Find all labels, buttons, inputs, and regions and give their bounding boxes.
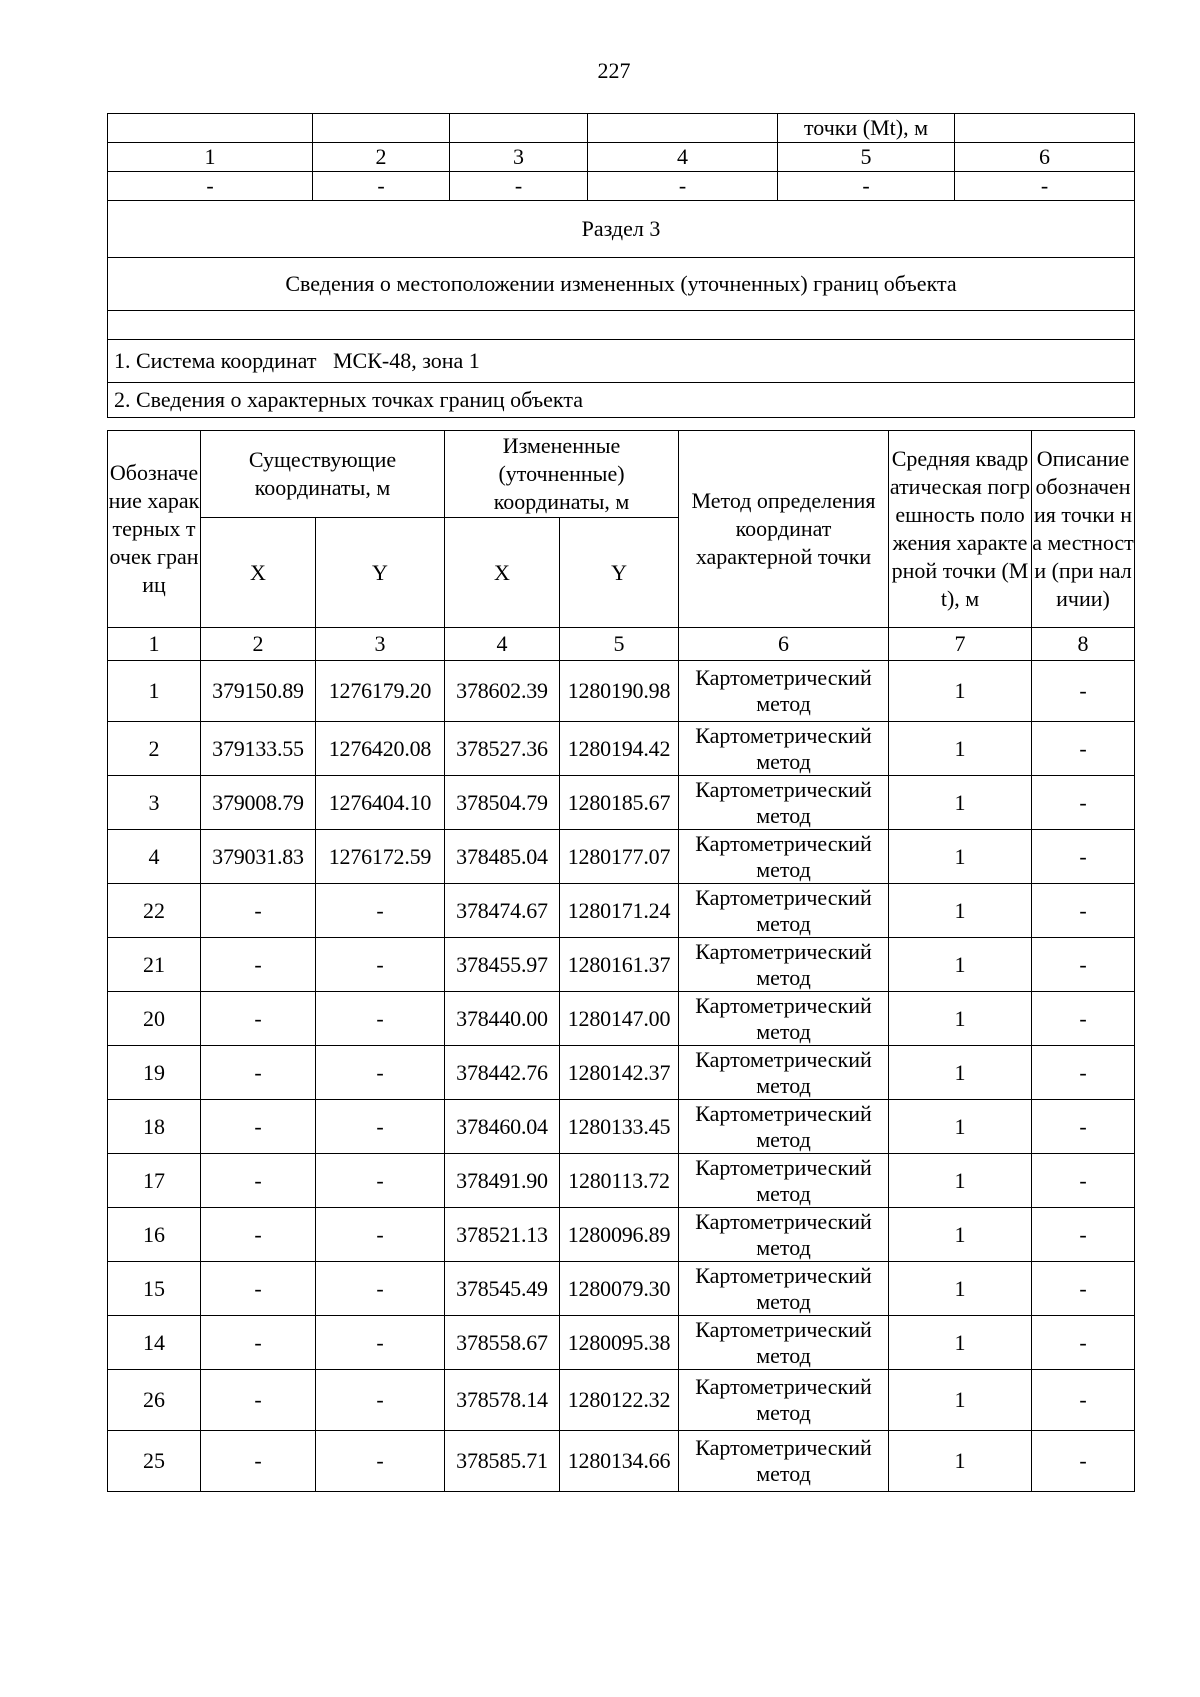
cell-existing-y: 1276420.08 [316,722,445,776]
cell-description: - [1032,1154,1135,1208]
cell-new-x: 378578.14 [445,1370,560,1431]
cell-method: Картометрический метод [679,661,889,722]
header-changed-y: Y [560,518,679,628]
cell-point: 25 [108,1431,201,1492]
cell-existing-x: - [201,1431,316,1492]
cell-point: 14 [108,1316,201,1370]
table-body [108,661,1135,1492]
cell-description: - [1032,661,1135,722]
points-heading-row [108,383,1135,418]
cell-existing-x: - [201,1154,316,1208]
cell-point: 20 [108,992,201,1046]
cell-point: 19 [108,1046,201,1100]
cell-new-y: 1280122.32 [560,1370,679,1431]
section-title: Раздел 3 [108,201,1135,258]
cell-method: Картометрический метод [679,1316,889,1370]
cell-method: Картометрический метод [679,1100,889,1154]
cell-error: 1 [889,661,1032,722]
cell-new-y: 1280134.66 [560,1431,679,1492]
coordinate-system-row [108,340,1135,383]
cell-method: Картометрический метод [679,722,889,776]
cell-method: Картометрический метод [679,1046,889,1100]
cell-existing-x: - [201,1262,316,1316]
cell-new-x: 378440.00 [445,992,560,1046]
cell-description: - [1032,1370,1135,1431]
cell-method: Картометрический метод [679,776,889,830]
header-existing-x: X [201,518,316,628]
cell-new-x: 378485.04 [445,830,560,884]
cell-existing-x: - [201,992,316,1046]
cell-existing-y: - [316,1100,445,1154]
cell-method: Картометрический метод [679,1154,889,1208]
cell-existing-x: - [201,1370,316,1431]
table-row [108,776,1135,830]
cell-error: 1 [889,776,1032,830]
cell-existing-y: - [316,992,445,1046]
cell-point: 16 [108,1208,201,1262]
cell-new-y: 1280095.38 [560,1316,679,1370]
cell-new-x: 378521.13 [445,1208,560,1262]
cell-new-y: 1280142.37 [560,1046,679,1100]
cell-existing-y: - [316,1370,445,1431]
cell-existing-y: 1276179.20 [316,661,445,722]
table-row [108,830,1135,884]
cell-point: 22 [108,884,201,938]
header-existing-coords: Существующие координаты, м [201,431,445,518]
section-subtitle: Сведения о местоположении измененных (уточненных) границ объекта [108,258,1135,311]
cell-method: Картометрический метод [679,1431,889,1492]
coordinate-system: 1. Система координат МСК-48, зона 1 [108,340,1135,383]
cell-new-y: 1280190.98 [560,661,679,722]
continued-header-row [108,114,1135,143]
cell-description: - [1032,722,1135,776]
cell-description: - [1032,1100,1135,1154]
cell-existing-x: 379008.79 [201,776,316,830]
cell-existing-y: - [316,1316,445,1370]
spacer-row [108,311,1135,340]
cell-point: 17 [108,1154,201,1208]
cell-point: 26 [108,1370,201,1431]
cell-new-y: 1280133.45 [560,1100,679,1154]
table-row [108,1370,1135,1431]
cell-description: - [1032,1262,1135,1316]
cell-method: Картометрический метод [679,884,889,938]
cell-description: - [1032,776,1135,830]
empty-data-row: - - - - - - [108,172,1135,201]
cell-error: 1 [889,1154,1032,1208]
cell-error: 1 [889,1431,1032,1492]
cell-new-y: 1280079.30 [560,1262,679,1316]
table-row [108,661,1135,722]
cell-existing-x: 379150.89 [201,661,316,722]
cell-point: 3 [108,776,201,830]
header-point-designation: Обозначение характерных точек границ [108,431,201,628]
previous-section-table [107,113,1135,418]
cell-new-y: 1280177.07 [560,830,679,884]
cell-method: Картометрический метод [679,1370,889,1431]
cell-point: 21 [108,938,201,992]
table-row [108,1154,1135,1208]
header-mean-error: Средняя квадратическая погрешность положения характерной точки (Mt), м [889,431,1032,628]
cell-new-y: 1280161.37 [560,938,679,992]
cell-existing-x: - [201,1316,316,1370]
cell-existing-y: - [316,1262,445,1316]
cell-existing-y: - [316,1046,445,1100]
cell-new-x: 378442.76 [445,1046,560,1100]
table-row [108,1262,1135,1316]
cell-description: - [1032,1316,1135,1370]
cell-new-y: 1280194.42 [560,722,679,776]
cell-existing-y: 1276404.10 [316,776,445,830]
cell-point: 1 [108,661,201,722]
cell-new-x: 378585.71 [445,1431,560,1492]
cell-description: - [1032,992,1135,1046]
cell-existing-y: - [316,1431,445,1492]
cell-description: - [1032,884,1135,938]
header-changed-coords: Измененные (уточненные) координаты, м [445,431,679,518]
cell-method: Картометрический метод [679,830,889,884]
header-existing-y: Y [316,518,445,628]
header-method: Метод определения координат характерной точки [679,431,889,628]
cell-existing-x: 379031.83 [201,830,316,884]
column-number-row: 1 2 3 4 5 6 [108,143,1135,172]
cell-error: 1 [889,1046,1032,1100]
cell-new-y: 1280096.89 [560,1208,679,1262]
continued-header-cell: точки (Mt), м [778,114,955,143]
cell-existing-y: 1276172.59 [316,830,445,884]
column-number-row: 1 2 3 4 5 6 7 8 [108,628,1135,661]
cell-existing-x: 379133.55 [201,722,316,776]
table-row [108,722,1135,776]
cell-new-y: 1280171.24 [560,884,679,938]
table-row [108,938,1135,992]
cell-error: 1 [889,830,1032,884]
cell-new-x: 378474.67 [445,884,560,938]
cell-new-y: 1280113.72 [560,1154,679,1208]
cell-new-y: 1280147.00 [560,992,679,1046]
cell-error: 1 [889,722,1032,776]
cell-new-x: 378558.67 [445,1316,560,1370]
cell-existing-x: - [201,938,316,992]
cell-error: 1 [889,1316,1032,1370]
cell-error: 1 [889,992,1032,1046]
cell-error: 1 [889,1370,1032,1431]
cell-point: 2 [108,722,201,776]
table-row [108,1431,1135,1492]
table-row [108,1100,1135,1154]
cell-error: 1 [889,884,1032,938]
cell-method: Картометрический метод [679,938,889,992]
cell-new-y: 1280185.67 [560,776,679,830]
cell-existing-x: - [201,1046,316,1100]
cell-error: 1 [889,1100,1032,1154]
cell-existing-x: - [201,1100,316,1154]
cell-error: 1 [889,1208,1032,1262]
cell-existing-x: - [201,1208,316,1262]
cell-existing-y: - [316,1208,445,1262]
cell-new-x: 378460.04 [445,1100,560,1154]
cell-description: - [1032,1208,1135,1262]
cell-new-x: 378455.97 [445,938,560,992]
cell-existing-y: - [316,938,445,992]
table-row [108,1208,1135,1262]
cell-method: Картометрический метод [679,1208,889,1262]
cell-new-x: 378504.79 [445,776,560,830]
section-title-row [108,201,1135,258]
cell-method: Картометрический метод [679,1262,889,1316]
table-row [108,992,1135,1046]
cell-description: - [1032,1046,1135,1100]
cell-point: 15 [108,1262,201,1316]
cell-description: - [1032,1431,1135,1492]
header-changed-x: X [445,518,560,628]
cell-point: 4 [108,830,201,884]
page-number: 227 [597,58,631,83]
cell-existing-x: - [201,884,316,938]
table-row [108,1316,1135,1370]
cell-error: 1 [889,1262,1032,1316]
cell-description: - [1032,938,1135,992]
cell-existing-y: - [316,884,445,938]
boundary-points-table [107,430,1135,1492]
cell-error: 1 [889,938,1032,992]
cell-point: 18 [108,1100,201,1154]
cell-description: - [1032,830,1135,884]
cell-existing-y: - [316,1154,445,1208]
cell-new-x: 378602.39 [445,661,560,722]
cell-new-x: 378527.36 [445,722,560,776]
table-header-row [108,431,1135,518]
table-row [108,884,1135,938]
cell-new-x: 378545.49 [445,1262,560,1316]
header-description: Описание обозначения точки на местности (при наличии) [1032,431,1135,628]
table-row [108,1046,1135,1100]
section-subtitle-row [108,258,1135,311]
cell-method: Картометрический метод [679,992,889,1046]
points-heading: 2. Сведения о характерных точках границ объекта [108,383,1135,418]
cell-new-x: 378491.90 [445,1154,560,1208]
